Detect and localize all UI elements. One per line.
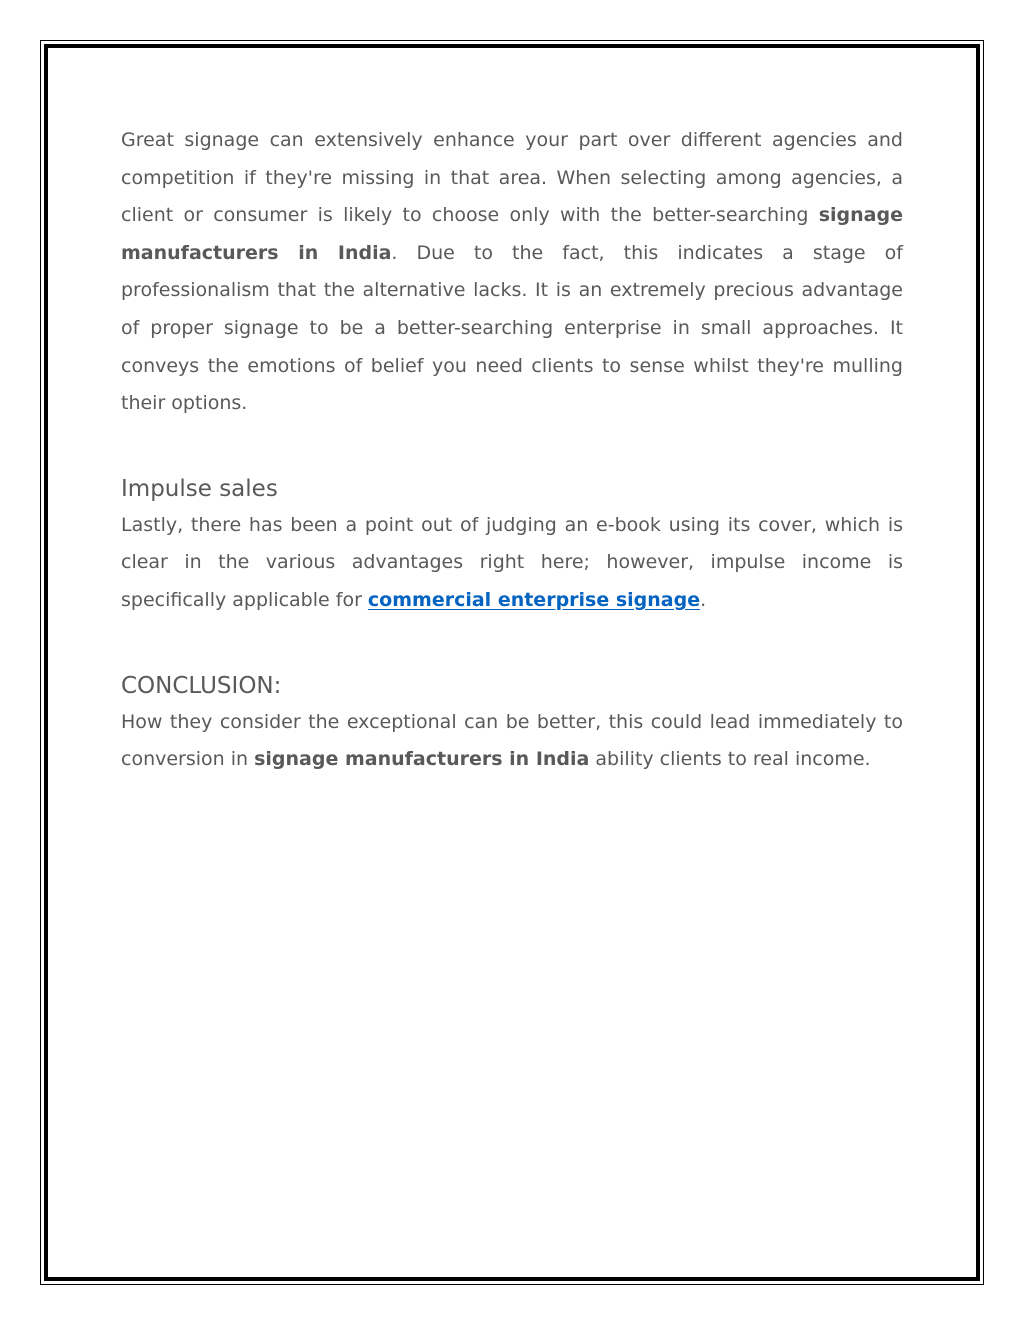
impulse-text-2: .: [700, 588, 707, 611]
intro-text-1: Great signage can extensively enhance your part over different agencies and competition if they're missing in that area. When selecting among agencies, a client or consumer is likely to choose only with the better-searching: [121, 129, 903, 227]
conclusion-text-2: ability clients to real income.: [589, 748, 871, 771]
impulse-sales-heading: Impulse sales: [121, 475, 278, 502]
conclusion-keyword: signage manufacturers in India: [254, 748, 590, 771]
conclusion-heading: CONCLUSION:: [121, 672, 282, 699]
document-body: [121, 122, 903, 779]
conclusion-text-1: How they consider the exceptional can be better, this could lead immediately to conversion in: [121, 710, 903, 771]
intro-paragraph: [121, 122, 903, 423]
impulse-text-1: Lastly, there has been a point out of judging an e-book using its cover, which is clear in the various advantages right here; however, impulse income is specifically applicable for: [121, 513, 903, 611]
impulse-sales-paragraph: [121, 507, 903, 620]
intro-text-2: . Due to the fact, this indicates a stage of professionalism that the alternative lacks. It is an extremely precious advantage of proper signage to be a better-searching enterprise in small approaches. It conveys the emotions of belief you need clients to sense whilst they're mulling their options.: [121, 241, 903, 415]
intro-keyword: signage manufacturers in India: [121, 204, 903, 264]
conclusion-paragraph: [121, 704, 903, 779]
commercial-signage-link[interactable]: commercial enterprise signage: [367, 588, 701, 611]
